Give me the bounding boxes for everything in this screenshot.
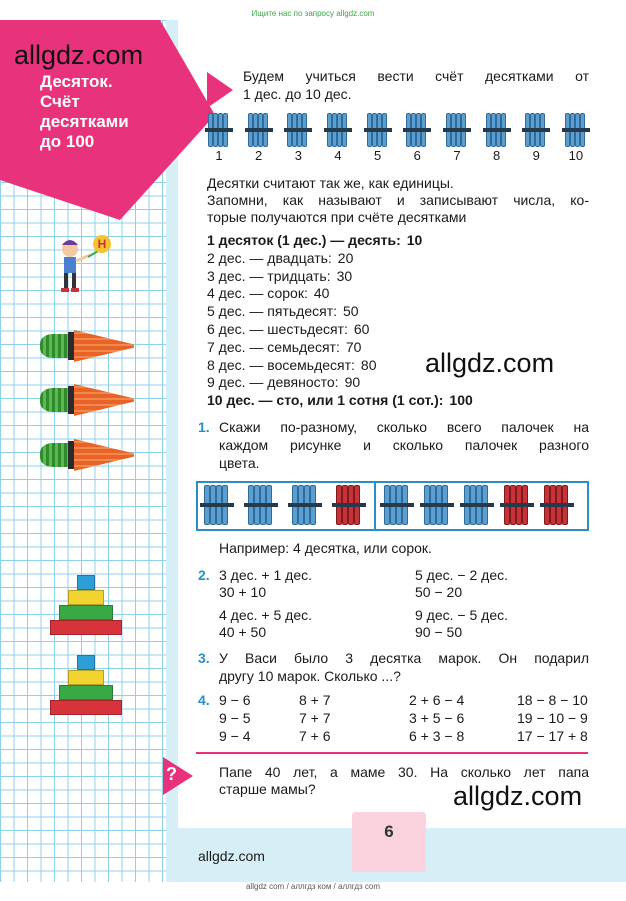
stick-bundle-icon — [326, 113, 350, 147]
blue-stick-bundle-icon — [290, 485, 320, 525]
bundle-item — [284, 113, 312, 165]
task3-line: У Васи было 3 десятка марок. Он подарил — [219, 650, 589, 666]
tens-name: 5 дес. — пятьдесят: — [207, 303, 338, 320]
task4-expr: 3 + 5 − 6 — [409, 710, 465, 726]
bundle-number: 5 — [374, 148, 382, 163]
tens-value: 30 — [336, 267, 353, 284]
task4-grid — [219, 692, 617, 745]
task-number: 1. — [198, 419, 210, 435]
task4-expr: 8 + 7 — [299, 692, 331, 708]
bundle-number: 2 — [255, 148, 263, 163]
tens-name: 3 дес. — тридцать: — [207, 267, 331, 284]
tens-value: 10 — [406, 232, 423, 248]
bundle-number: 3 — [294, 148, 302, 163]
carrot-bunch-icon — [40, 328, 132, 364]
footer-note: allgdz com / аллгдз ком / аллгдз com — [245, 882, 381, 891]
bundles-row — [205, 113, 590, 165]
tens-name: 9 дес. — девяносто: — [207, 374, 339, 391]
bundle-item — [562, 113, 590, 165]
task2-expr: 3 дес. + 1 дес. — [219, 567, 312, 583]
block-pyramid — [50, 572, 122, 642]
blue-stick-bundle-icon — [422, 485, 452, 525]
tens-name: 1 десяток (1 дес.) — десять: — [207, 232, 401, 248]
stick-bundle-icon — [207, 113, 231, 147]
tens-value: 100 — [449, 392, 473, 409]
title-line: Десяток. — [40, 72, 113, 91]
red-stick-bundle-icon — [334, 485, 364, 525]
bundle-item — [245, 113, 273, 165]
tens-value: 90 — [344, 374, 361, 391]
bundle-item — [443, 113, 471, 165]
intro-arrow-icon — [207, 72, 233, 108]
stick-bundle-icon — [405, 113, 429, 147]
stick-bundle-icon — [247, 113, 271, 147]
tens-name: 10 дес. — сто, или 1 сотня (1 сот.): — [207, 392, 444, 409]
task-number: 3. — [198, 650, 210, 666]
watermark-mid: allgdz.com — [425, 348, 555, 378]
task4-expr: 19 − 10 − 9 — [517, 710, 588, 726]
tens-value: 60 — [353, 320, 370, 337]
task2-expr: 50 − 20 — [415, 584, 463, 600]
tens-value: 20 — [337, 249, 354, 266]
bundle-item — [483, 113, 511, 165]
tens-value: 50 — [343, 303, 359, 320]
tens-row — [207, 268, 473, 286]
task4-expr: 18 − 8 − 10 — [517, 692, 588, 708]
tens-row — [207, 285, 473, 303]
task3-line: другу 10 марок. Сколько ...? — [219, 668, 401, 684]
watermark-top: allgdz.com — [14, 40, 144, 70]
top-note: Ищите нас по запросу allgdz.com — [251, 9, 375, 18]
task4-expr: 9 − 5 — [219, 710, 251, 726]
task1-line: каждом рисунке и сколько палочек разного — [219, 437, 589, 453]
rule-line: Запомни, как называют и записывают числа, ко- — [207, 192, 589, 208]
tens-name: 6 дес. — шестьдесят: — [207, 320, 348, 337]
task1-line: цвета. — [219, 455, 260, 471]
tens-name: 4 дес. — сорок: — [207, 285, 308, 302]
bundle-number: 8 — [492, 148, 501, 163]
tens-value: 70 — [345, 338, 362, 355]
task2-expr: 9 дес. − 5 дес. — [415, 607, 508, 623]
task-number: 4. — [198, 692, 210, 708]
task-number: 2. — [198, 567, 210, 583]
blue-stick-bundle-icon — [246, 485, 276, 525]
tens-table — [207, 232, 473, 410]
stick-bundle-icon — [564, 113, 588, 147]
red-stick-bundle-icon — [542, 485, 572, 525]
task4-expr: 2 + 6 − 4 — [409, 692, 465, 708]
title-line: Счёт — [40, 92, 80, 111]
blue-stick-bundle-icon — [382, 485, 412, 525]
stick-bundle-icon — [524, 113, 548, 147]
rule-line: торые получаются при счёте десятками — [207, 209, 467, 225]
tens-row — [207, 392, 473, 410]
bundle-item — [364, 113, 392, 165]
red-stick-bundle-icon — [502, 485, 532, 525]
carrot-bunch-icon — [40, 437, 132, 473]
bundle-number: 6 — [413, 148, 421, 163]
task2-expr: 30 + 10 — [219, 584, 267, 600]
bundle-item — [522, 113, 550, 165]
stick-bundle-icon — [366, 113, 390, 147]
task2-expr: 4 дес. + 5 дес. — [219, 607, 312, 623]
tens-name: 2 дес. — двадцать: — [207, 249, 332, 266]
kid-badge: Н — [97, 237, 107, 251]
task4-expr: 7 + 6 — [299, 728, 331, 744]
watermark-bottom: allgdz.com — [198, 848, 265, 864]
bundle-item — [324, 113, 352, 165]
task2-expr: 40 + 50 — [219, 624, 267, 640]
right-bundle-group — [382, 485, 572, 527]
task4-expr: 17 − 17 + 8 — [517, 728, 588, 744]
bundle-number: 7 — [453, 148, 461, 163]
blue-stick-bundle-icon — [462, 485, 492, 525]
bundle-number: 9 — [532, 148, 540, 163]
title-line: до 100 — [40, 132, 95, 151]
stick-bundle-icon — [286, 113, 310, 147]
task4-expr: 9 − 4 — [219, 728, 251, 744]
divider-line — [196, 752, 588, 754]
task2-expr: 5 дес. − 2 дес. — [415, 567, 508, 583]
watermark-lower: allgdz.com — [453, 781, 583, 811]
intro-line: 1 дес. до 10 дес. — [243, 86, 352, 102]
tens-name: 7 дес. — семьдесят: — [207, 338, 340, 355]
task4-expr: 7 + 7 — [299, 710, 331, 726]
task4-expr: 9 − 6 — [219, 692, 251, 708]
blue-stick-bundle-icon — [202, 485, 232, 525]
bundle-number: 10 — [568, 148, 584, 163]
puzzle-line: Папе 40 лет, а маме 30. На сколько лет папа — [219, 764, 589, 780]
task4-expr: 6 + 3 − 8 — [409, 728, 465, 744]
bundle-item — [403, 113, 431, 165]
page-number: 6 — [384, 822, 394, 841]
lesson-title — [40, 72, 160, 152]
left-bundle-group — [202, 485, 364, 527]
block-pyramid — [50, 652, 122, 722]
bundle-item — [205, 113, 233, 165]
bundle-number: 4 — [334, 148, 342, 163]
tens-name: 8 дес. — восемьдесят: — [207, 356, 355, 373]
puzzle-line: старше мамы? — [219, 781, 316, 797]
bundles-box-divider — [374, 481, 376, 531]
kid-illustration — [52, 233, 112, 298]
stick-bundle-icon — [485, 113, 509, 147]
question-mark: ? — [166, 764, 177, 784]
task1-example: Например: 4 десятка, или сорок. — [219, 540, 432, 556]
tens-row — [207, 232, 473, 250]
title-line: десятками — [40, 112, 129, 131]
tens-value: 40 — [313, 285, 330, 302]
stick-bundle-icon — [445, 113, 469, 147]
tens-value: 80 — [360, 356, 377, 373]
rule-line: Десятки считают так же, как единицы. — [207, 175, 454, 191]
bundle-number: 1 — [215, 148, 223, 163]
carrot-bunch-icon — [40, 382, 132, 418]
task1-line: Скажи по-разному, сколько всего палочек на — [219, 419, 589, 435]
tens-row — [207, 321, 473, 339]
page-number-box — [352, 812, 426, 872]
intro-line: Будем учиться вести счёт десятками от — [243, 68, 589, 84]
tens-row — [207, 303, 473, 321]
task2-expr: 90 − 50 — [415, 624, 463, 640]
tens-row — [207, 250, 473, 268]
